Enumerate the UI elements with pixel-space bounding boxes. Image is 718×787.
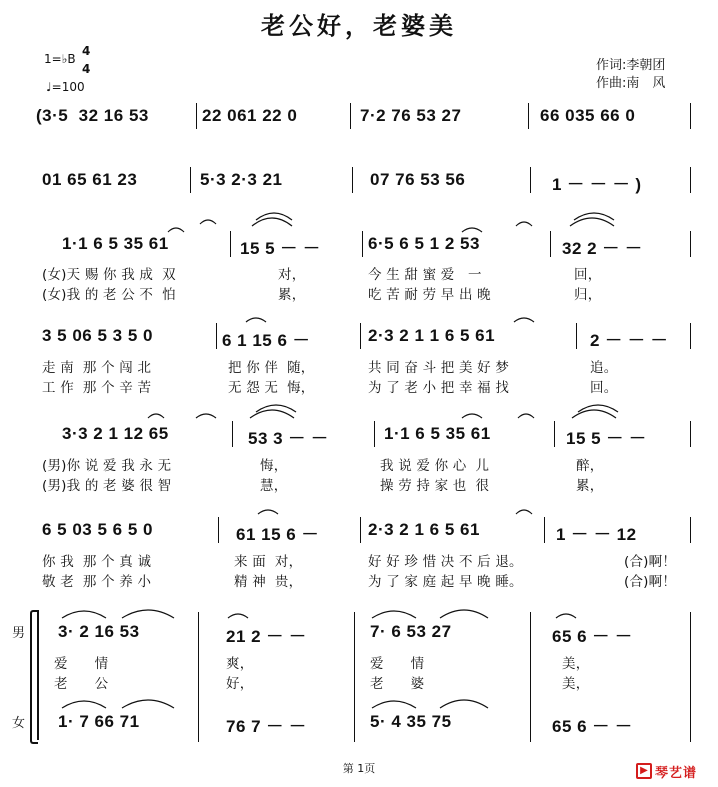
lyric-line3-v2-bar4: 归， (574, 287, 602, 303)
slur (570, 218, 614, 226)
slur (256, 405, 296, 412)
lyric-line6-v2-bar2: 精 神 贵， (234, 574, 303, 590)
lyric-line3-v1-bar2: 对， (278, 267, 306, 283)
lyric-line6-v1-bar1: 你 我 那 个 真 诚 (42, 554, 152, 570)
slur (228, 614, 248, 618)
notes-line5-bar1: 3·3 2 1 12 65 (62, 424, 169, 443)
duet-upper-bar3: 7· 6 53 27 (370, 622, 452, 641)
lyric-line4-v2-bar3: 为 了 老 小 把 幸 福 找 (368, 380, 510, 396)
lyric-line5-v2-bar1: (男)我 的 老 婆 很 智 (42, 478, 172, 494)
lyric-line5-v1-bar2: 悔， (260, 458, 288, 474)
time-signature-bottom: 4 (82, 62, 91, 76)
notes-line6-bar3: 2·3 2 1 6 5 61 (368, 520, 480, 539)
lyric-line4-v1-bar2: 把 你 伴 随， (228, 360, 315, 376)
duet-upper-bar4: 65 6 － － (552, 627, 633, 646)
lyric-line5-v2-bar3: 操 劳 持 家 也 很 (380, 478, 490, 494)
slur (556, 614, 576, 618)
slur (440, 610, 488, 618)
notes-line5-bar4: 15 5 － － (566, 429, 647, 448)
lyric-line6-v1-bar3: 好 好 珍 惜 决 不 后 退。 (368, 554, 523, 570)
notes-line4-bar1: 3 5 06 5 3 5 0 (42, 326, 153, 345)
notes-line6-bar1: 6 5 03 5 6 5 0 (42, 520, 153, 539)
song-title: 老公好，老婆美 (261, 11, 457, 40)
lyric-line6-v1-bar2: 来 面 对， (234, 554, 303, 570)
lyric-line5-v1-bar1: (男)你 说 爱 我 永 无 (42, 458, 172, 474)
duet-lyric-v2-bar2: 好， (226, 676, 254, 692)
slur (518, 414, 534, 418)
duet-lyric-v1-bar3: 爱 情 (370, 656, 425, 672)
slur (200, 220, 216, 224)
lyric-line5-v2-bar2: 慧， (260, 478, 288, 494)
notes-line1-bar2: 22 061 22 0 (202, 106, 298, 125)
lyric-line5-v1-bar4: 醉， (576, 458, 604, 474)
slur (440, 700, 488, 708)
notes-line5-bar3: 1·1 6 5 35 61 (384, 424, 491, 443)
slur (514, 318, 534, 322)
notes-line6-bar4: 1 － － 12 (556, 525, 637, 544)
slur (516, 222, 532, 226)
key-signature: 1=♭B (44, 52, 76, 66)
notes-line2-bar2: 5·3 2·3 21 (200, 170, 283, 189)
notes-line1-bar4: 66 035 66 0 (540, 106, 636, 125)
notes-line3-bar4: 32 2 － － (562, 239, 643, 258)
lyric-line5-v1-bar3: 我 说 爱 你 心 儿 (380, 458, 490, 474)
page-number: 第 1页 (342, 762, 376, 775)
slur (122, 700, 174, 708)
notes-line3-bar1: 1·1 6 5 35 61 (62, 234, 169, 253)
duet-lower-bar1: 1· 7 66 71 (58, 712, 140, 731)
duet-lyric-v1-bar2: 爽， (226, 656, 254, 672)
notes-line2-bar4: 1 － － － ) (552, 175, 642, 194)
voice-label-female: 女 (12, 716, 26, 731)
duet-lower-bar4: 65 6 － － (552, 717, 633, 736)
lyric-line4-v1-bar1: 走 南 那 个 闯 北 (42, 360, 152, 376)
slur (516, 510, 532, 514)
watermark-text: 琴艺谱 (655, 765, 698, 781)
lyric-line3-v1-bar4: 回， (574, 267, 602, 283)
tempo-marking: ♩=100 (46, 80, 85, 94)
time-signature-top: 4 (82, 44, 91, 58)
notes-line3-bar2: 15 5 － － (240, 239, 321, 258)
slur (148, 414, 164, 418)
notes-line3-bar3: 6·5 6 5 1 2 53 (368, 234, 480, 253)
watermark-logo (636, 762, 706, 780)
lyric-line3-v1-bar3: 今 生 甜 蜜 爱 一 (368, 267, 482, 283)
duet-lower-bar2: 76 7 － － (226, 717, 307, 736)
slur (122, 610, 174, 618)
notes-line4-bar4: 2 － － － (590, 331, 669, 350)
slur (372, 701, 416, 708)
lyric-line4-v1-bar4: 追。 (590, 360, 618, 376)
slur (578, 405, 618, 412)
slur (168, 228, 184, 232)
slur (372, 611, 416, 618)
duet-lower-bar3: 5· 4 35 75 (370, 712, 452, 731)
slur (574, 213, 614, 220)
notes-line4-bar2: 6 1 15 6 － (222, 331, 311, 350)
lyric-line4-v1-bar3: 共 同 奋 斗 把 美 好 梦 (368, 360, 510, 376)
notes-line6-bar2: 61 15 6 － (236, 525, 319, 544)
duet-lyric-v1-bar4: 美， (562, 656, 590, 672)
lyricist-credit: 作词:李朝团 (596, 58, 666, 73)
lyric-line6-v2-bar3: 为 了 家 庭 起 早 晚 睡。 (368, 574, 523, 590)
slur (196, 414, 216, 418)
lyric-line3-v2-bar3: 吃 苦 耐 劳 早 出 晚 (368, 287, 491, 303)
duet-lyric-v2-bar3: 老 婆 (370, 676, 425, 692)
notes-line1-bar3: 7·2 76 53 27 (360, 106, 462, 125)
notes-line2-bar3: 07 76 53 56 (370, 170, 466, 189)
watermark-icon: ▶ (636, 763, 652, 779)
notes-line5-bar2: 53 3 － － (248, 429, 329, 448)
lyric-line6-v2-bar1: 敬 老 那 个 养 小 (42, 574, 152, 590)
duet-upper-bar2: 21 2 － － (226, 627, 307, 646)
lyric-line6-v2-bar4: (合)啊！ (624, 574, 677, 590)
duet-lyric-v2-bar4: 美， (562, 676, 590, 692)
notes-line4-bar3: 2·3 2 1 1 6 5 61 (368, 326, 496, 345)
slur (258, 510, 278, 514)
slur (62, 701, 106, 708)
slur (246, 318, 266, 322)
lyric-line4-v2-bar2: 无 怨 无 悔， (228, 380, 315, 396)
slur (62, 611, 106, 618)
slur (462, 414, 482, 418)
lyric-line3-v1-bar1: (女)天 赐 你 我 成 双 (42, 267, 176, 283)
lyric-line5-v2-bar4: 累， (576, 478, 604, 494)
lyric-line4-v2-bar1: 工 作 那 个 辛 苦 (42, 380, 152, 396)
lyric-line3-v2-bar2: 累， (278, 287, 306, 303)
notes-line2-bar1: 01 65 61 23 (42, 170, 138, 189)
slur (462, 228, 482, 232)
voice-label-male: 男 (12, 626, 26, 641)
duet-upper-bar1: 3· 2 16 53 (58, 622, 140, 641)
slur (256, 213, 292, 220)
lyric-line6-v1-bar4: (合)啊！ (624, 554, 677, 570)
composer-credit: 作曲:南 风 (596, 76, 666, 91)
notes-line1-bar1: (3·5 32 16 53 (36, 106, 149, 125)
duet-lyric-v2-bar1: 老 公 (54, 676, 109, 692)
lyric-line4-v2-bar4: 回。 (590, 380, 618, 396)
duet-lyric-v1-bar1: 爱 情 (54, 656, 109, 672)
lyric-line3-v2-bar1: (女)我 的 老 公 不 怕 (42, 287, 176, 303)
